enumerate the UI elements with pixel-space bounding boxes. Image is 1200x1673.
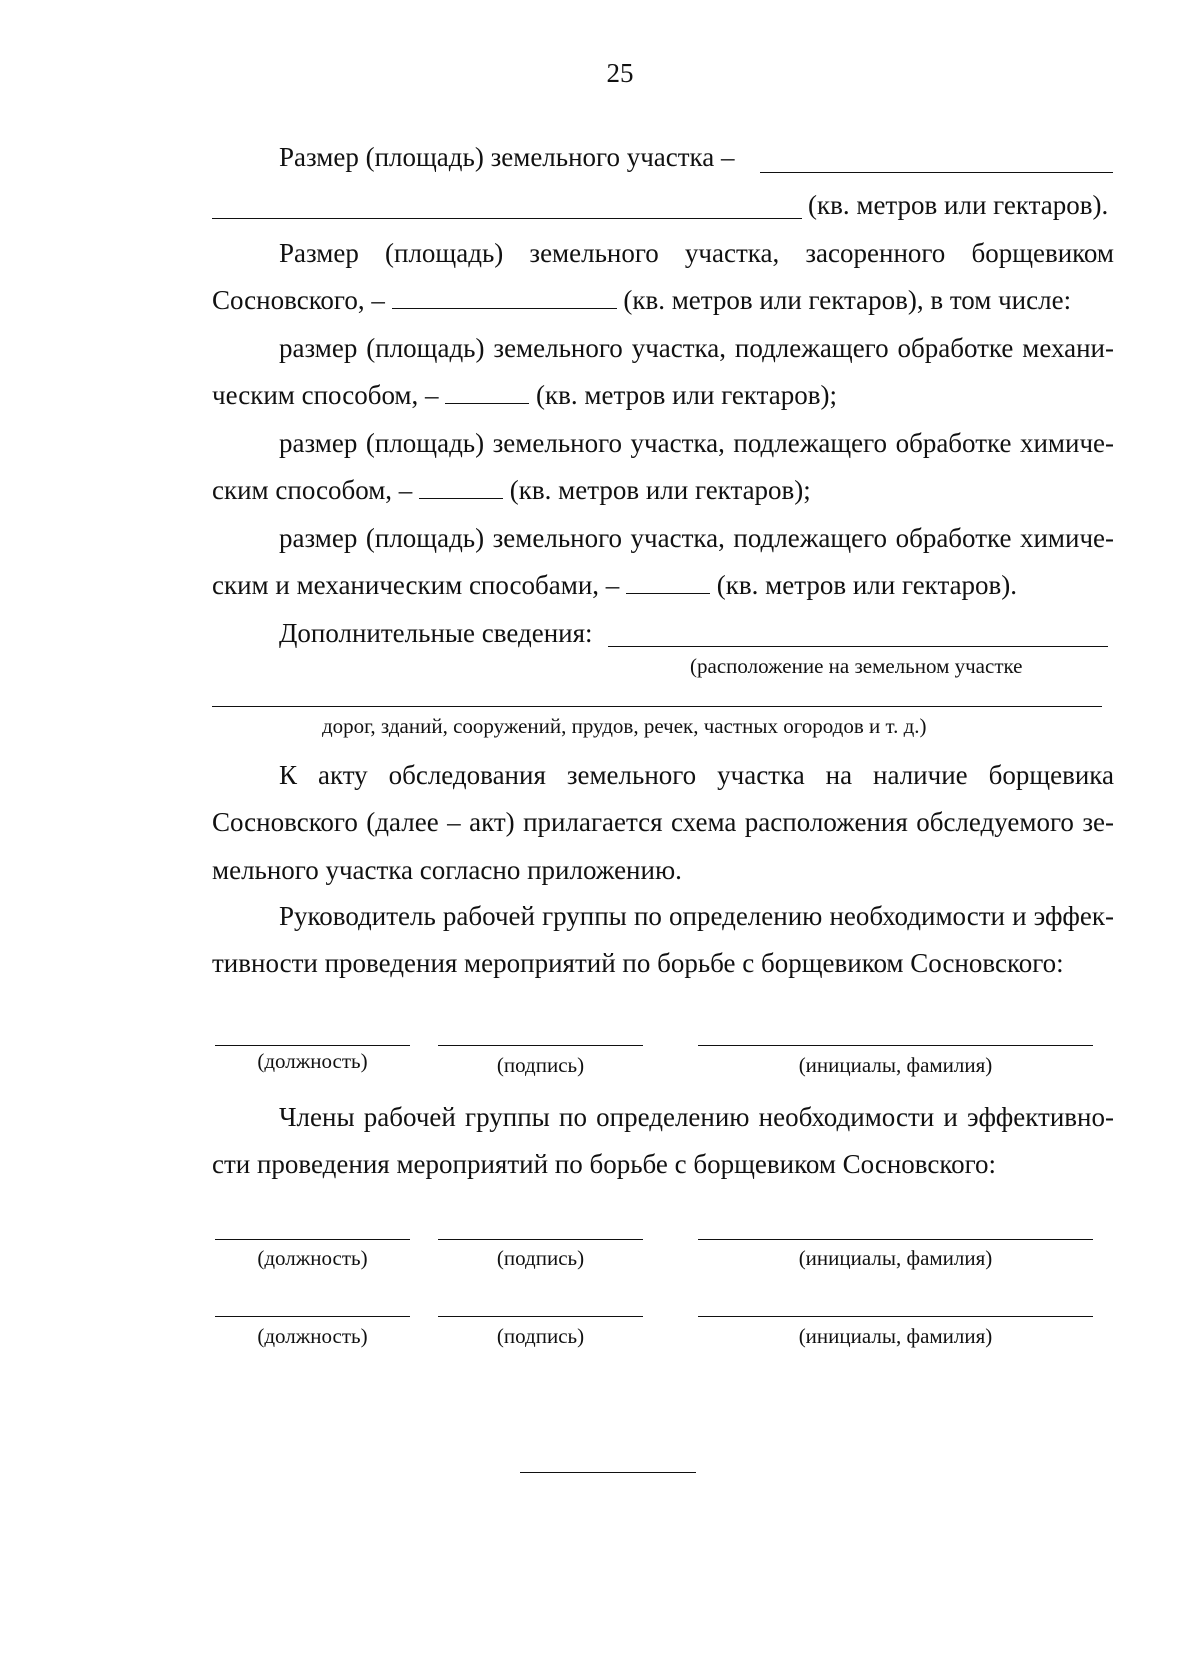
- member1-signature-label: (подпись): [496, 1246, 585, 1270]
- mechanical-prefix: ческим способом, –: [212, 380, 439, 410]
- area-label: Размер (площадь) земельного участка –: [279, 142, 735, 172]
- combined-line1: размер (площадь) земельного участка, подлежащего обработке химиче-: [279, 523, 1114, 553]
- page-number: 25: [606, 58, 634, 88]
- chemical-blank[interactable]: [419, 476, 503, 499]
- attachment-line1: К акту обследования земельного участка на наличие борщевика: [279, 760, 1114, 790]
- mechanical-line2: [212, 378, 837, 412]
- member1-position-label: (должность): [257, 1246, 368, 1270]
- member1-name-label: (инициалы, фамилия): [798, 1246, 993, 1270]
- chemical-line1: размер (площадь) земельного участка, подлежащего обработке химиче-: [279, 428, 1114, 458]
- member2-position-blank[interactable]: [215, 1316, 410, 1317]
- member2-position-label: (должность): [257, 1324, 368, 1348]
- infested-line1: Размер (площадь) земельного участка, засоренного борщевиком: [279, 238, 1114, 268]
- mechanical-blank[interactable]: [445, 381, 529, 404]
- infested-prefix: Сосновского, –: [212, 285, 385, 315]
- combined-line2: [212, 568, 1017, 602]
- leader-name-label: (инициалы, фамилия): [798, 1053, 993, 1077]
- leader-name-blank[interactable]: [698, 1045, 1093, 1046]
- leader-signature-label: (подпись): [496, 1053, 585, 1077]
- member2-signature-blank[interactable]: [438, 1316, 643, 1317]
- member2-name-blank[interactable]: [698, 1316, 1093, 1317]
- infested-line2: [212, 283, 1071, 317]
- leader-line1: Руководитель рабочей группы по определению необходимости и эффек-: [279, 901, 1114, 931]
- leader-position-blank[interactable]: [215, 1045, 410, 1046]
- member1-signature-blank[interactable]: [438, 1239, 643, 1240]
- combined-suffix: (кв. метров или гектаров).: [716, 570, 1018, 600]
- mechanical-suffix: (кв. метров или гектаров);: [536, 380, 838, 410]
- combined-prefix: ским и механическим способами, –: [212, 570, 620, 600]
- chemical-suffix: (кв. метров или гектаров);: [509, 475, 811, 505]
- member2-name-label: (инициалы, фамилия): [798, 1324, 993, 1348]
- infested-suffix: (кв. метров или гектаров), в том числе:: [623, 285, 1072, 315]
- member1-position-blank[interactable]: [215, 1239, 410, 1240]
- chemical-prefix: ским способом, –: [212, 475, 413, 505]
- infested-blank[interactable]: [392, 286, 617, 309]
- area-blank[interactable]: [760, 172, 1113, 173]
- additional-hint1: (расположение на земельном участке: [690, 654, 1023, 678]
- attachment-line3: мельного участка согласно приложению.: [212, 855, 682, 885]
- additional-label: Дополнительные сведения:: [279, 618, 593, 648]
- member2-signature-label: (подпись): [496, 1324, 585, 1348]
- members-line1: Члены рабочей группы по определению необходимости и эффективно-: [279, 1102, 1114, 1132]
- area-blank-continued[interactable]: [212, 218, 802, 219]
- member1-name-blank[interactable]: [698, 1239, 1093, 1240]
- leader-position-label: (должность): [257, 1049, 368, 1073]
- additional-blank-continued[interactable]: [212, 706, 1102, 707]
- leader-signature-blank[interactable]: [438, 1045, 643, 1046]
- area-units: (кв. метров или гектаров).: [808, 190, 1109, 220]
- additional-blank[interactable]: [608, 646, 1108, 647]
- members-line2: сти проведения мероприятий по борьбе с борщевиком Сосновского:: [212, 1149, 996, 1179]
- leader-line2: тивности проведения мероприятий по борьбе с борщевиком Сосновского:: [212, 948, 1064, 978]
- chemical-line2: [212, 473, 811, 507]
- mechanical-line1: размер (площадь) земельного участка, подлежащего обработке механи-: [279, 333, 1114, 363]
- attachment-line2: Сосновского (далее – акт) прилагается схема расположения обследуемого зе-: [212, 807, 1114, 837]
- combined-blank[interactable]: [626, 571, 710, 594]
- closing-rule: [520, 1472, 696, 1473]
- additional-hint2: дорог, зданий, сооружений, прудов, речек, частных огородов и т. д.): [322, 714, 927, 738]
